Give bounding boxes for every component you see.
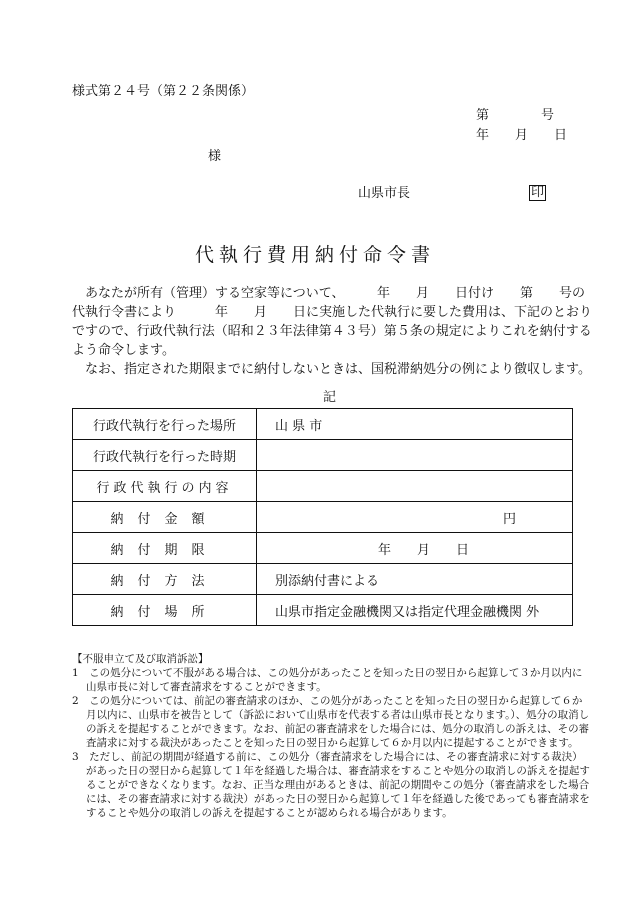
label-text: 行政代執行を行った時期 xyxy=(92,449,236,465)
row-value xyxy=(257,440,573,471)
table-row xyxy=(73,595,573,626)
row-value xyxy=(257,471,573,502)
row-label xyxy=(73,471,257,502)
table-row xyxy=(73,502,573,533)
row-value: 別添納付書による xyxy=(257,564,573,595)
document-title: 代執行費用納付命令書 xyxy=(194,244,435,266)
notes-section xyxy=(72,652,592,820)
form-number: 様式第２４号（第２２条関係） xyxy=(72,84,255,99)
body-paragraph-1: あなたが所有（管理）する空家等について、 年 月 日付け 第 号の代執行令書により 年 月 日に実施した代執行に要した費用は、下記のとおりですので、行政代執行法（昭和２３年法律第４３号）第５条の規定によりこれを納付するよう命令します。 xyxy=(72,286,593,358)
row-value: 山県市指定金融機関又は指定代理金融機関 外 xyxy=(257,595,573,626)
note-item: 3 ただし、前記の期間が経過する前に、この処分（審査請求をした場合には、その審査請求に対する裁決）があった日の翌日から起算して１年を経過した場合は、審査請求をすることや処分の取消しの訴えを提起することができなくなります。なお、正当な理由があるときは、前記の期間やこの処分（審査請求をした場合には、その審査請求に対する裁決）があった日の翌日から起算して１年を経過した後であっても審査請求をすることや処分の取消しの訴えを提起することが認められる場合があります。 xyxy=(72,751,590,819)
row-label xyxy=(73,533,257,564)
label-text: 納付期限 xyxy=(110,542,219,558)
row-label xyxy=(73,440,257,471)
body-paragraph-2: なお、指定された期限までに納付しないときは、国税滞納処分の例により徴収します。 xyxy=(85,362,591,377)
label-text: 納付金額 xyxy=(110,511,219,527)
row-label xyxy=(73,502,257,533)
row-label xyxy=(73,595,257,626)
note-item: 1 この処分について不服がある場合は、この処分があったことを知った日の翌日から起算して３か月以内に山県市長に対して審査請求をすることができます。 xyxy=(72,667,583,693)
note-item: 2 この処分については、前記の審査請求のほか、この処分があったことを知った日の翌日から起算して６か月以内に、山県市を被告として（訴訟において山県市を代表する者は山県市長となります。）、処分の取消しの訴えを提起することができます。なお、前記の審査請求をした場合には、処分の取消しの訴えは、その審査請求に対する裁決があったことを知った日の翌日から起算して６か月以内に提起することができます。 xyxy=(72,695,590,749)
row-value: 山 県 市 xyxy=(257,409,573,440)
notes-heading: 【不服申立て及び取消訴訟】 xyxy=(72,653,209,665)
table-row xyxy=(73,440,573,471)
seal-mark: 印 xyxy=(531,185,545,200)
label-text: 行政代執行の内容 xyxy=(96,480,233,496)
table-row xyxy=(73,533,573,564)
details-table xyxy=(72,408,573,626)
issue-date: 年 月 日 xyxy=(476,128,568,143)
seal-box xyxy=(529,185,546,201)
table-row xyxy=(73,471,573,502)
row-label xyxy=(73,564,257,595)
table-row xyxy=(73,409,573,440)
label-text: 納付場所 xyxy=(110,604,219,620)
row-value: 年 月 日 xyxy=(257,533,573,564)
table-row xyxy=(73,564,573,595)
label-text: 行政代執行を行った場所 xyxy=(92,418,236,434)
document-number: 第 号 xyxy=(476,108,555,123)
ki-marker: 記 xyxy=(323,390,337,405)
label-text: 納付方法 xyxy=(110,573,219,589)
addressee-suffix: 様 xyxy=(208,149,222,164)
row-label xyxy=(73,409,257,440)
row-value: 円 xyxy=(257,502,573,533)
issuer-name: 山県市長 xyxy=(358,186,411,201)
